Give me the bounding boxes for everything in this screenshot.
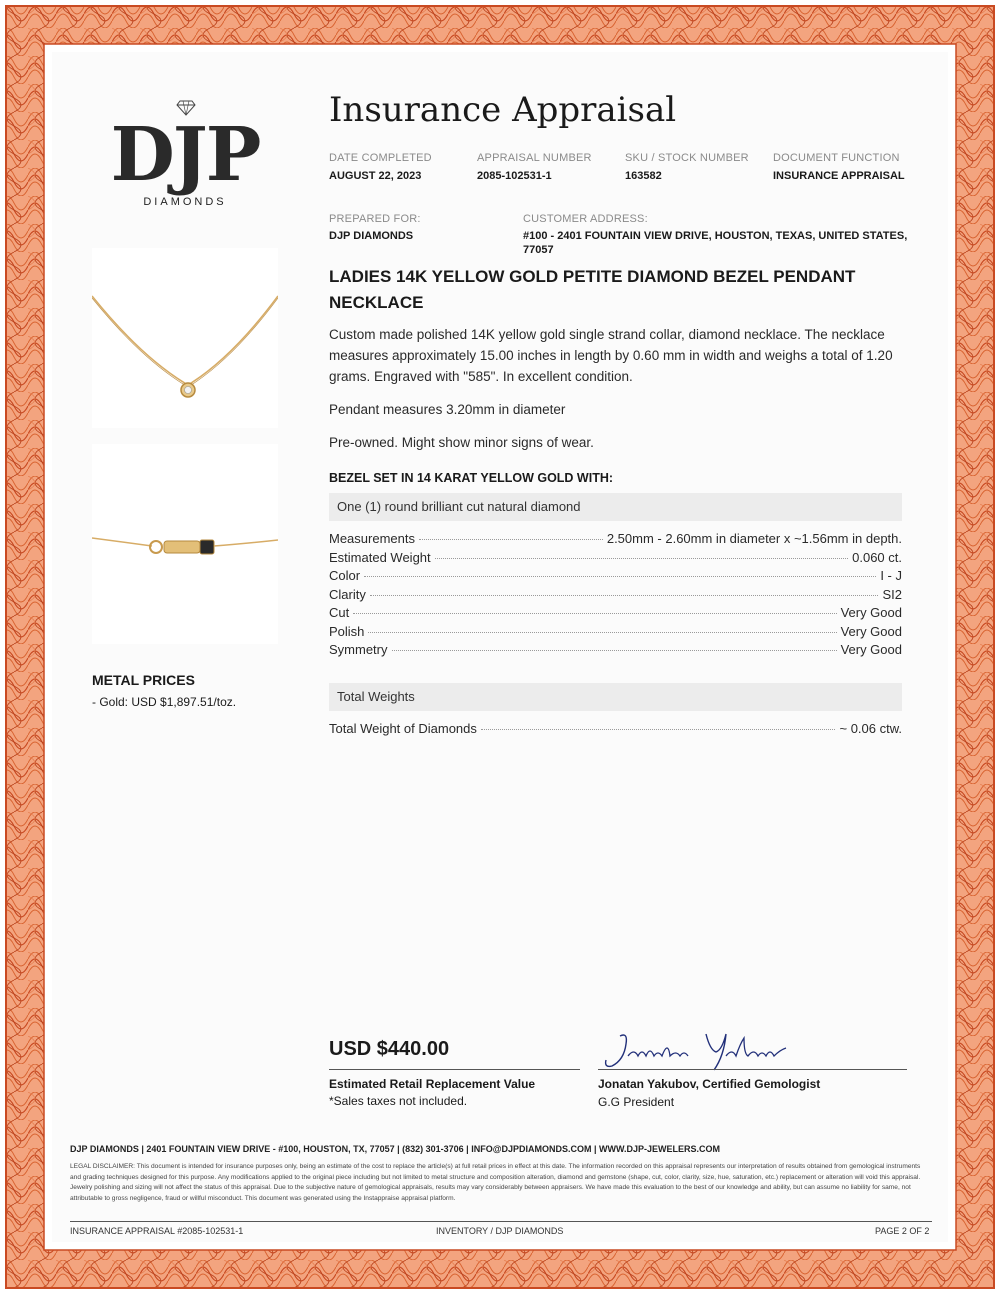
appraised-price: USD $440.00 [329, 1038, 450, 1060]
stone-description: One (1) round brilliant cut natural diamond [337, 499, 581, 514]
spec-value: SI2 [882, 587, 902, 602]
spec-row-polish [329, 624, 902, 642]
total-weight-value: ~ 0.06 ctw. [839, 721, 902, 736]
setting-heading: BEZEL SET IN 14 KARAT YELLOW GOLD WITH: [329, 471, 614, 485]
spec-label: Clarity [329, 587, 366, 602]
footer-page-number: PAGE 2 OF 2 [875, 1226, 930, 1236]
signer-name: Jonatan Yakubov, Certified Gemologist [598, 1077, 821, 1091]
spec-row-cut [329, 605, 902, 623]
spec-label: Color [329, 568, 361, 583]
spec-row-clarity [329, 587, 902, 605]
spec-row-color [329, 568, 902, 586]
signature-image [598, 1030, 798, 1072]
product-title: LADIES 14K YELLOW GOLD PETITE DIAMOND BEZEL PENDANT NECKLACE [329, 267, 856, 312]
price-underline [329, 1069, 580, 1070]
prepared-for-label: PREPARED FOR: [329, 213, 421, 225]
sku-label: SKU / STOCK NUMBER [625, 152, 749, 164]
total-weight-row [329, 721, 902, 739]
logo-subtitle: DIAMONDS [143, 196, 227, 208]
spec-value: 0.060 ct. [852, 550, 902, 565]
product-description: Custom made polished 14K yellow gold single strand collar, diamond necklace. The necklace measures approximately 15.00 inches in length by 0.60 mm in width and weighs a total of 1.20 grams. Engraved with "585". In excellent condition. [329, 327, 893, 384]
tax-note: *Sales taxes not included. [329, 1094, 468, 1108]
metal-prices-heading: METAL PRICES [92, 672, 195, 688]
document-function-value: INSURANCE APPRAISAL [773, 170, 905, 182]
appraisal-number-value: 2085-102531-1 [477, 170, 552, 182]
total-weights-heading: Total Weights [337, 689, 415, 704]
prepared-for-value: DJP DIAMONDS [329, 230, 414, 242]
footer-appraisal-id: INSURANCE APPRAISAL #2085-102531-1 [70, 1226, 244, 1236]
spec-label: Measurements [329, 531, 415, 546]
document-function-label: DOCUMENT FUNCTION [773, 152, 900, 164]
spec-row-symmetry [329, 642, 902, 660]
total-weights-bar [329, 683, 902, 711]
gold-price: - Gold: USD $1,897.51/toz. [92, 695, 237, 709]
footer-address: DJP DIAMONDS | 2401 FOUNTAIN VIEW DRIVE - #100, HOUSTON, TX, 77057 | (832) 301-3706 | INFO@DJPDIAMONDS.COM | WWW.DJP-JEWELERS.COM [70, 1144, 720, 1154]
signer-role: G.G President [598, 1095, 675, 1109]
spec-value: 2.50mm - 2.60mm in diameter x ~1.56mm in depth. [606, 531, 902, 546]
stone-bar [329, 493, 902, 521]
spec-value: Very Good [840, 605, 902, 620]
total-weight-label: Total Weight of Diamonds [329, 721, 477, 736]
customer-address-line1: #100 - 2401 FOUNTAIN VIEW DRIVE, HOUSTON, TEXAS, UNITED STATES, [523, 230, 908, 242]
necklace-photo [92, 248, 278, 428]
customer-address-line2: 77057 [523, 244, 554, 256]
spec-row-weight [329, 550, 902, 568]
page-title: Insurance Appraisal [329, 90, 677, 130]
appraisal-number-label: APPRAISAL NUMBER [477, 152, 592, 164]
logo-letters: DJP [110, 112, 260, 198]
spec-value: I - J [880, 568, 902, 583]
djp-logo [100, 100, 270, 215]
spec-value: Very Good [840, 642, 902, 657]
retail-value-label: Estimated Retail Replacement Value [329, 1077, 536, 1091]
spec-label: Polish [329, 624, 365, 639]
date-completed-value: AUGUST 22, 2023 [329, 170, 422, 182]
spec-row-measurements [329, 531, 902, 549]
sku-value: 163582 [625, 170, 662, 182]
spec-label: Symmetry [329, 642, 388, 657]
signature-line [598, 1069, 907, 1070]
footer-divider [70, 1221, 932, 1222]
customer-address-label: CUSTOMER ADDRESS: [523, 213, 648, 225]
spec-label: Estimated Weight [329, 550, 431, 565]
pendant-note: Pendant measures 3.20mm in diameter [329, 402, 566, 417]
spec-value: Very Good [840, 624, 902, 639]
spec-label: Cut [329, 605, 350, 620]
footer-inventory: INVENTORY / DJP DIAMONDS [436, 1226, 564, 1236]
legal-disclaimer: LEGAL DISCLAIMER: This document is intended for insurance purposes only, being an estimate of the cost to replace the article(s) at full retail prices in effect at this date. The information recorded on this appraisal represents our interpretation of results obtained from gemological instruments and grading techniques designed for this purpose. Any modifications applied to the original piece including but not limited to metal structure and composition alteration, diamond and gemstone (shape, cut, color, clarity, size, hue, saturation, etc.) replacement or alteration will void this appraisal. Jewelry polishing and sizing will not affect the status of this appraisal. Due to the subjective nature of gemological appraisals, results may vary considerably between appraisers. We have made this evaluation to the best of our knowledge and ability, but can assume no liability for same, not attributable to gross negligence, fraud or willful misconduct. This document was generated using the Instappraise appraisal platform. [70, 1163, 921, 1202]
date-completed-label: DATE COMPLETED [329, 152, 432, 164]
wear-note: Pre-owned. Might show minor signs of wear. [329, 435, 594, 450]
clasp-photo [92, 444, 278, 644]
